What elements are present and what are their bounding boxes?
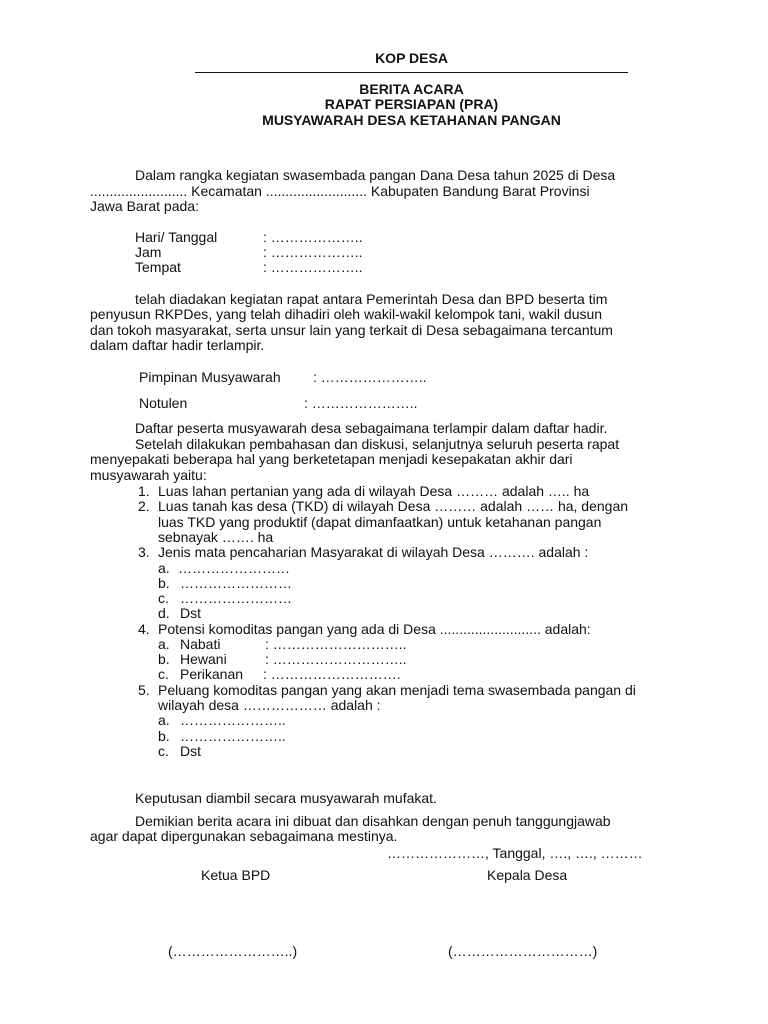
item-4c-value: : ………………………. bbox=[263, 666, 401, 682]
item-3b-marker: b. bbox=[158, 575, 170, 591]
item-5-number: 5. bbox=[138, 682, 150, 698]
place-date: …………………, Tanggal, …., …., ……… bbox=[387, 845, 643, 861]
item-4a-value: : ……………………….. bbox=[265, 636, 407, 652]
item-2-number: 2. bbox=[138, 498, 150, 514]
held-line-4: dalam daftar hadir terlampir. bbox=[90, 337, 265, 353]
item-5b-text: ………………….. bbox=[180, 728, 286, 744]
item-2-line-1: Luas tanah kas desa (TKD) di wilayah Desa ……… adalah …… ha, dengan bbox=[158, 498, 629, 514]
decision-text: Keputusan diambil secara musyawarah mufakat. bbox=[135, 790, 437, 806]
time-value: : ……………….. bbox=[263, 244, 363, 260]
item-3b-text: …………………… bbox=[180, 575, 292, 591]
item-1-number: 1. bbox=[138, 483, 150, 499]
place-value: : ……………….. bbox=[263, 259, 363, 275]
item-4-text: Potensi komoditas pangan yang ada di Desa .......................... adalah: bbox=[158, 621, 591, 637]
item-2-line-3: sebnayak ……. ha bbox=[158, 529, 274, 545]
item-3a-marker: a. bbox=[158, 560, 170, 576]
intro-line-1: Dalam rangka kegiatan swasembada pangan Dana Desa tahun 2025 di Desa bbox=[135, 167, 616, 183]
signature-right-title: Kepala Desa bbox=[487, 867, 568, 883]
item-3a-text: …………………… bbox=[178, 560, 290, 576]
item-3d-marker: d. bbox=[158, 605, 170, 621]
item-3-number: 3. bbox=[138, 544, 150, 560]
notulen-value: : ………………….. bbox=[304, 395, 418, 411]
closing-line-1: Demikian berita acara ini dibuat dan disahkan dengan penuh tanggungjawab bbox=[135, 813, 611, 829]
attendance-note: Daftar peserta musyawarah desa sebagaimana terlampir dalam daftar hadir. bbox=[135, 420, 608, 436]
held-line-3: dan tokoh masyarakat, serta unsur lain yang terkait di Desa sebagaimana tercantum bbox=[90, 322, 613, 338]
day-value: : ……………….. bbox=[263, 229, 363, 245]
time-label: Jam bbox=[135, 244, 162, 260]
item-5a-text: ………………….. bbox=[180, 712, 286, 728]
discussion-line-2: menyepakati beberapa hal yang berketetapan menjadi kesepakatan akhir dari bbox=[90, 451, 573, 467]
header-rule bbox=[195, 72, 628, 73]
place-label: Tempat bbox=[135, 259, 181, 275]
signature-left-name: (……………………..) bbox=[168, 943, 298, 959]
title-line-1: BERITA ACARA bbox=[359, 81, 464, 97]
item-4b-marker: b. bbox=[158, 651, 170, 667]
item-4b-label: Hewani bbox=[180, 651, 227, 667]
held-line-1: telah diadakan kegiatan rapat antara Pemerintah Desa dan BPD beserta tim bbox=[135, 291, 608, 307]
item-3-text: Jenis mata pencaharian Masyarakat di wilayah Desa ………. adalah : bbox=[158, 544, 589, 560]
intro-line-3: Jawa Barat pada: bbox=[90, 198, 199, 214]
intro-line-2: ......................... Kecamatan .......................... Kabupaten Bandung Barat Provinsi bbox=[90, 183, 590, 199]
item-5b-marker: b. bbox=[158, 728, 170, 744]
item-4a-label: Nabati bbox=[180, 636, 221, 652]
item-3c-text: …………………… bbox=[180, 590, 292, 606]
item-5-line-2: wilayah desa ……………… adalah : bbox=[158, 697, 381, 713]
leader-label: Pimpinan Musyawarah bbox=[139, 369, 281, 385]
held-line-2: penyusun RKPDes, yang telah dihadiri oleh wakil-wakil kelompok tani, wakil dusun bbox=[90, 306, 603, 322]
item-2-line-2: luas TKD yang produktif (dapat dimanfaatkan) untuk ketahanan pangan bbox=[158, 514, 602, 530]
discussion-line-3: musyawarah yaitu: bbox=[90, 467, 207, 483]
title-line-2: RAPAT PERSIAPAN (PRA) bbox=[324, 96, 499, 112]
leader-value: : ………………….. bbox=[313, 369, 427, 385]
discussion-line-1: Setelah dilakukan pembahasan dan diskusi, selanjutnya seluruh peserta rapat bbox=[135, 436, 620, 452]
item-5-line-1: Peluang komoditas pangan yang akan menjadi tema swasembada pangan di bbox=[158, 682, 636, 698]
signature-left-title: Ketua BPD bbox=[201, 867, 271, 883]
item-4a-marker: a. bbox=[158, 636, 170, 652]
item-5a-marker: a. bbox=[158, 712, 170, 728]
item-4b-value: : ……………………….. bbox=[265, 651, 407, 667]
title-line-3: MUSYAWARAH DESA KETAHANAN PANGAN bbox=[262, 112, 561, 128]
day-label: Hari/ Tanggal bbox=[135, 229, 218, 245]
notulen-label: Notulen bbox=[139, 395, 188, 411]
item-4c-marker: c. bbox=[158, 666, 169, 682]
item-4-number: 4. bbox=[138, 621, 150, 637]
signature-right-name: (…………………………) bbox=[448, 943, 598, 959]
item-3c-marker: c. bbox=[158, 590, 169, 606]
letterhead: KOP DESA bbox=[375, 50, 448, 66]
closing-line-2: agar dapat dipergunakan sebagaimana mestinya. bbox=[90, 828, 398, 844]
item-3d-text: Dst bbox=[180, 605, 201, 621]
item-1-text: Luas lahan pertanian yang ada di wilayah Desa ……… adalah ….. ha bbox=[158, 483, 590, 499]
item-5c-marker: c. bbox=[158, 743, 169, 759]
item-5c-text: Dst bbox=[180, 743, 201, 759]
item-4c-label: Perikanan bbox=[180, 666, 244, 682]
